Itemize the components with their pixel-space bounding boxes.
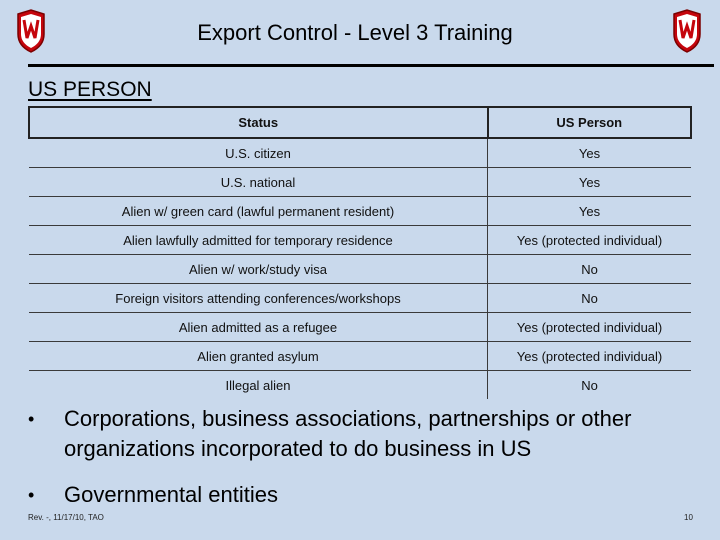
us-person-cell: No <box>488 255 692 284</box>
us-person-table <box>28 106 692 399</box>
us-person-cell: Yes <box>488 168 692 197</box>
table-header-row <box>29 107 691 138</box>
status-cell: Foreign visitors attending conferences/workshops <box>29 284 488 313</box>
table-row <box>29 342 691 371</box>
title-divider <box>28 64 714 67</box>
list-item <box>28 480 708 510</box>
page-number: 10 <box>684 513 693 522</box>
us-person-cell: No <box>488 371 692 400</box>
table-row <box>29 197 691 226</box>
status-cell: Alien granted asylum <box>29 342 488 371</box>
status-cell: Alien w/ green card (lawful permanent resident) <box>29 197 488 226</box>
status-cell: Alien w/ work/study visa <box>29 255 488 284</box>
bullet-text: Corporations, business associations, partnerships or other organizations incorporated to do business in US <box>64 406 632 461</box>
us-person-cell: Yes (protected individual) <box>488 226 692 255</box>
bullet-icon: • <box>28 409 35 429</box>
column-header-status: Status <box>29 107 488 138</box>
status-cell: Illegal alien <box>225 377 291 393</box>
us-person-cell: Yes <box>488 197 692 226</box>
us-person-cell: Yes <box>488 138 692 168</box>
table-row <box>29 168 691 197</box>
table-row <box>29 371 691 400</box>
bullet-icon: • <box>28 485 35 505</box>
status-cell: U.S. citizen <box>29 138 488 168</box>
status-cell: Alien lawfully admitted for temporary residence <box>29 226 488 255</box>
column-header-us-person: US Person <box>488 107 692 138</box>
section-heading: US PERSON <box>28 78 152 101</box>
status-cell: Alien admitted as a refugee <box>29 313 488 342</box>
us-person-cell: Yes (protected individual) <box>488 313 692 342</box>
bullet-list <box>28 404 708 526</box>
list-item <box>28 404 708 464</box>
table-row <box>29 226 691 255</box>
us-person-cell: No <box>488 284 692 313</box>
revision-footer: Rev. -, 11/17/10, TAO <box>28 513 104 522</box>
table-row <box>29 255 691 284</box>
us-person-cell: Yes (protected individual) <box>488 342 692 371</box>
table-row <box>29 138 691 168</box>
table-row <box>29 313 691 342</box>
bullet-text: Governmental entities <box>64 482 278 507</box>
table-row <box>29 284 691 313</box>
status-cell: U.S. national <box>29 168 488 197</box>
slide-title: Export Control - Level 3 Training <box>197 20 513 45</box>
